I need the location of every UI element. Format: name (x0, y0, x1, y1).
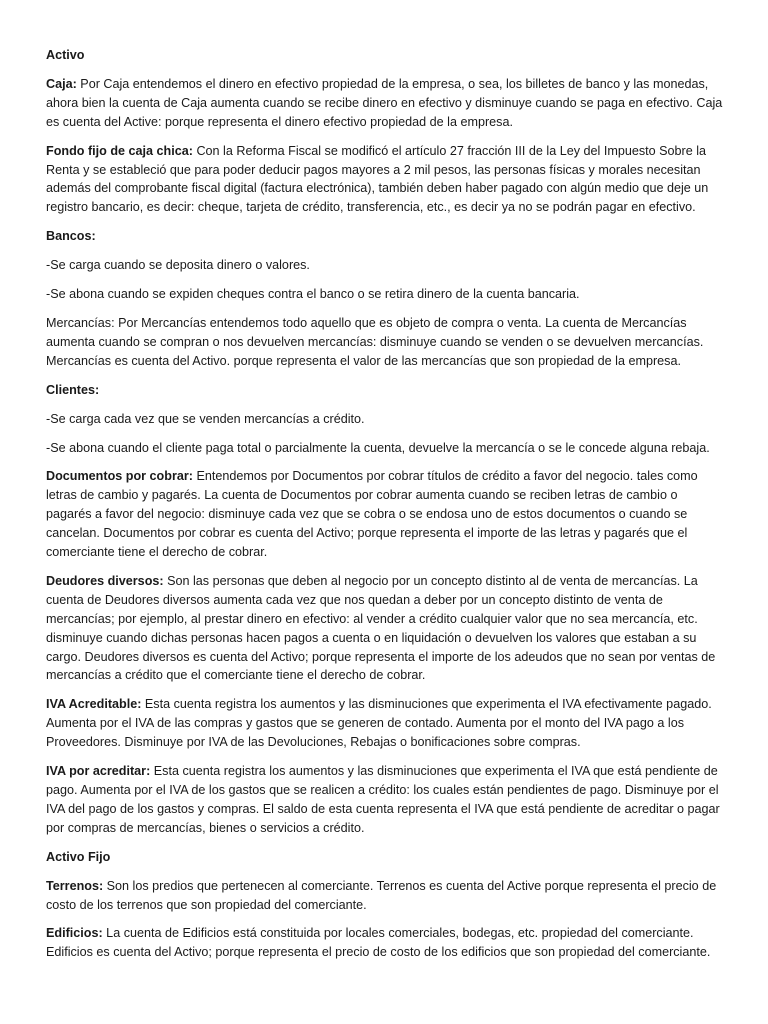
document-page (46, 46, 726, 972)
term-deudores: Deudores diversos: (46, 573, 164, 588)
bancos-line-1: -Se carga cuando se deposita dinero o valores. (46, 258, 310, 273)
text-terrenos: Son los predios que pertenecen al comerciante. Terrenos es cuenta del Active porque representa el precio de costo de los terrenos que son propiedad del comerciante. (46, 878, 717, 912)
term-iva-acreditable: IVA Acreditable: (46, 697, 142, 712)
paragraph-deudores (46, 572, 726, 685)
bancos-line-2: -Se abona cuando se expiden cheques contra el banco o se retira dinero de la cuenta bancaria. (46, 287, 580, 302)
section-heading-activo: Activo (46, 48, 85, 62)
term-iva-por-acreditar: IVA por acreditar: (46, 764, 151, 779)
text-iva-acreditable: Esta cuenta registra los aumentos y las disminuciones que experimenta el IVA efectivamente pagado. Aumenta por el IVA de las compras y gastos que se generen de contado. Aumenta por el monto del IVA pago a los Proveedores. Disminuye por IVA de las Devoluciones, Rebajas o bonificaciones sobre compras. (46, 697, 712, 750)
paragraph-mercancias: Mercancías: Por Mercancías entendemos todo aquello que es objeto de compra o venta. La cuenta de Mercancías aumenta cuando se compran o nos devuelven mercancías: disminuye cuando se venden o se devuelven mercancías. Mercancías es cuenta del Activo. porque representa el valor de las mercancías que son propiedad de la empresa. (46, 315, 704, 368)
text-documentos: Entendemos por Documentos por cobrar títulos de crédito a favor del negocio. tales como letras de cambio y pagarés. La cuenta de Documentos por cobrar aumenta cuando se reciben letras de cambio o pagarés a favor del negocio: disminuye cada vez que se cobra o se endosa uno de estos documentos o cuando se cancelan. Documentos por cobrar es cuenta del Activo; porque representa el importe de las letras y pagarés que el comerciante tiene el derecho de cobrar. (46, 469, 698, 560)
term-terrenos: Terrenos: (46, 878, 104, 893)
paragraph-terrenos (46, 877, 726, 915)
term-edificios: Edificios: (46, 926, 103, 941)
text-edificios: La cuenta de Edificios está constituida por locales comerciales, bodegas, etc. propiedad del comerciante. Edificios es cuenta del Activo; porque representa el precio de costo de los edificios que son propiedad del comerciante. (46, 926, 711, 960)
heading-clientes: Clientes: (46, 382, 100, 397)
section-heading-activo-fijo: Activo Fijo (46, 849, 111, 864)
term-fondo-fijo: Fondo fijo de caja chica: (46, 143, 193, 158)
term-documentos: Documentos por cobrar: (46, 469, 193, 484)
paragraph-iva-acreditable (46, 695, 726, 752)
text-deudores: Son las personas que deben al negocio por un concepto distinto al de venta de mercancías. La cuenta de Deudores diversos aumenta cada vez que nos quedan a deber por un concepto distinto de venta de mercancías; por ejemplo, al prestar dinero en efectivo: al vender a crédito cualquier valor que no sea mercancía, etc. disminuye cuando dichas personas hacen pagos a cuenta o en liquidación o devuelven los valores que estaban a su cargo. Deudores diversos es cuenta del Activo; porque representa el importe de los adeudos que no sean por ventas de mercancías a crédito que el comerciante tiene el derecho de cobrar. (46, 573, 716, 683)
paragraph-edificios (46, 924, 726, 962)
text-caja: Por Caja entendemos el dinero en efectivo propiedad de la empresa, o sea, los billetes de banco y las monedas, ahora bien la cuenta de Caja aumenta cuando se recibe dinero en efectivo y disminuye cuando se paga en efectivo. Caja es cuenta del Active: porque representa el dinero efectivo propiedad de la empresa. (46, 76, 723, 129)
text-fondo-fijo: Con la Reforma Fiscal se modificó el artículo 27 fracción III de la Ley del Impuesto Sobre la Renta y se estableció que para poder deducir pagos mayores a 2 mil pesos, las personas físicas y morales necesitan además del comprobante fiscal digital (factura electrónica), también deben haber pagado con algún medio que deje un registro bancario, es decir: cheque, tarjeta de crédito, transferencia, etc., es decir ya no se podrán pagar en efectivo. (46, 143, 709, 215)
text-iva-por-acreditar: Esta cuenta registra los aumentos y las disminuciones que experimenta el IVA que está pendiente de pago. Aumenta por el IVA de los gastos que se realicen a crédito: los cuales están pendientes de pago. Disminuye por el IVA del pago de los gastos y compras. El saldo de esta cuenta representa el IVA que está pendiente de acreditar o pagar por compras de mercancías, bienes o servicios a crédito. (46, 764, 720, 835)
term-caja: Caja: (46, 76, 77, 91)
clientes-line-1: -Se carga cada vez que se venden mercancías a crédito. (46, 411, 365, 426)
paragraph-fondo-fijo (46, 142, 726, 218)
paragraph-documentos (46, 467, 726, 562)
paragraph-caja (46, 75, 726, 132)
clientes-line-2: -Se abona cuando el cliente paga total o parcialmente la cuenta, devuelve la mercancía o se le concede alguna rebaja. (46, 440, 710, 455)
paragraph-iva-por-acreditar (46, 762, 726, 838)
heading-bancos: Bancos: (46, 229, 96, 244)
